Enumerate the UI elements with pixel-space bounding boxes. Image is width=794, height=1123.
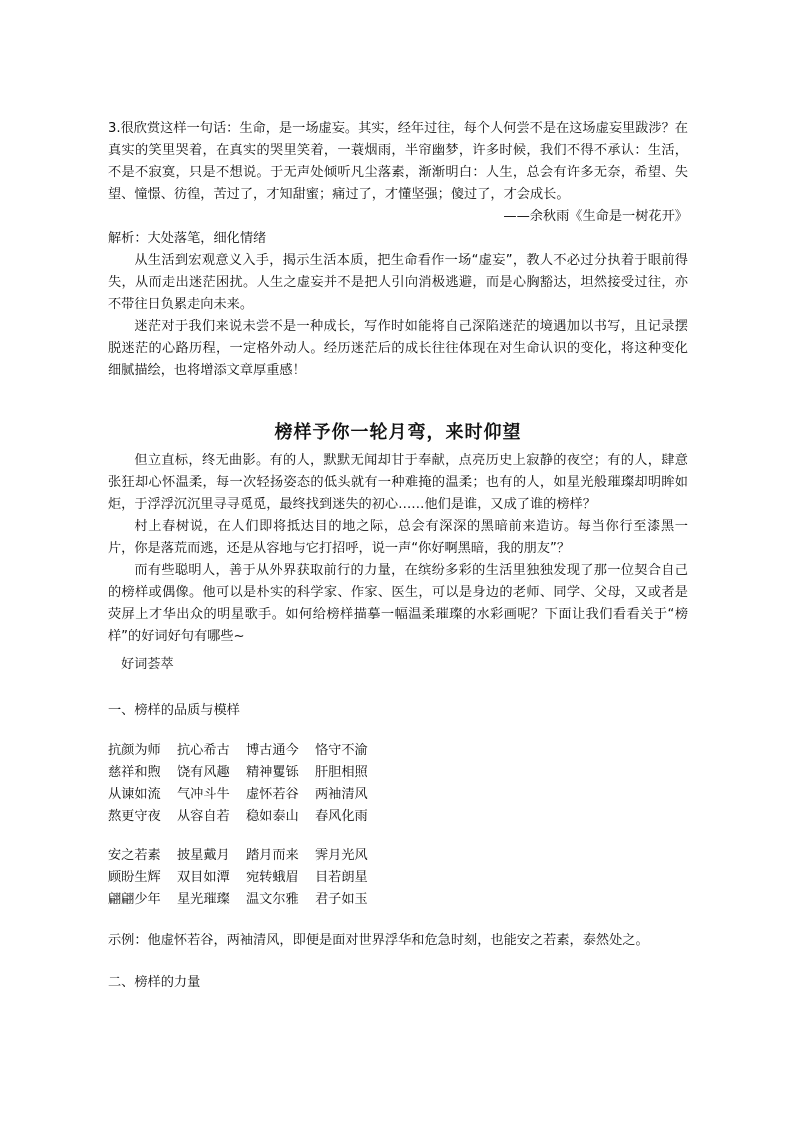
word-row [108,867,384,889]
word: 慈祥和煦 [108,765,161,780]
body-paragraph: 村上春树说，在人们即将抵达目的地之际，总会有深深的黑暗前来造访。每当你行至漆黑一片，你是落荒而逃，还是从容地与它打招呼，说一声“你好啊黑暗，我的朋友”？ [108,519,688,556]
word: 恪守不渝 [315,743,368,758]
word: 饶有风趣 [177,765,230,780]
section-heading: 二、榜样的力量 [108,975,201,990]
word-row [108,806,384,828]
word: 从谏如流 [108,787,161,802]
word: 顾盼生辉 [108,870,161,885]
word: 披星戴月 [177,848,230,863]
word: 从容自若 [177,809,230,824]
analysis-paragraph: 从生活到宏观意义入手，揭示生活本质，把生命看作一场“虚妄”，教人不必过分执着于眼前得失，从而走出迷茫困扰。人生之虚妄并不是把人引向消极逃避，而是心胸豁达，坦然接受过往，亦不带往日负累走向未来。 [108,253,688,312]
word-group-2 [108,845,384,911]
word-row [108,740,384,762]
quote-source: ——余秋雨《生命是一树花开》 [503,209,688,224]
word: 宛转蛾眉 [246,870,299,885]
word-row [108,845,384,867]
word: 温文尔雅 [246,892,299,907]
word: 虚怀若谷 [246,787,299,802]
word: 星光璀璨 [177,892,230,907]
example-sentence: 示例：他虚怀若谷，两袖清风，即便是面对世界浮华和危急时刻，也能安之若素，泰然处之。 [108,933,649,948]
word: 春风化雨 [315,809,368,824]
word: 稳如泰山 [246,809,299,824]
word: 翩翩少年 [108,892,161,907]
word: 君子如玉 [315,892,368,907]
article-title: 榜样予你一轮月弯，来时仰望 [274,422,522,443]
word: 熬更守夜 [108,809,161,824]
word: 抗颜为师 [108,743,161,758]
word: 踏月而来 [246,848,299,863]
body-paragraph: 但立直标，终无曲影。有的人，默默无闻却甘于奉献，点亮历史上寂静的夜空；有的人，肆意张狂却心怀温柔，每一次轻扬姿态的低头就有一种难掩的温柔；也有的人，如星光般璀璨却明眸如炬，于浮浮沉沉里寻寻觅觅，最终找到迷失的初心……他们是谁，又成了谁的榜样？ [108,453,688,512]
quote-section [108,118,688,382]
word: 霁月光风 [315,848,368,863]
word-row [108,889,384,911]
word: 安之若素 [108,848,161,863]
word: 双目如潭 [177,870,230,885]
body-paragraph: 而有些聪明人，善于从外界获取前行的力量，在缤纷多彩的生活里独独发现了那一位契合自己的榜样或偶像。他可以是朴实的科学家、作家、医生，可以是身边的老师、同学、父母，又或者是荧屏上才华出众的明星歌手。如何给榜样描摹一幅温柔璀璨的水彩画呢？下面让我们看看关于“榜样”的好词好句有哪些~ [108,563,689,644]
word: 精神矍铄 [246,765,299,780]
word: 肝胆相照 [315,765,368,780]
good-words-label: 好词荟萃 [121,657,174,672]
analysis-label: 解析：大处落笔，细化情绪 [108,231,267,246]
word-row [108,762,384,784]
quote-paragraph: 3.很欣赏这样一句话：生命，是一场虚妄。其实，经年过往，每个人何尝不是在这场虚妄里跋涉？在真实的笑里哭着，在真实的哭里笑着，一蓑烟雨，半帘幽梦，许多时候，我们不得不承认：生活，不是不寂寞，只是不想说。于无声处倾听凡尘落素，渐渐明白：人生，总会有许多无奈，希望、失望、憧憬、彷徨，苦过了，才知甜蜜；痛过了，才懂坚强；傻过了，才会成长。 [108,121,688,202]
word-row [108,784,384,806]
word: 博古通今 [246,743,299,758]
word-group-1 [108,740,384,828]
article-body [108,450,688,648]
word: 气冲斗牛 [177,787,230,802]
section-heading: 一、榜样的品质与模样 [108,703,240,718]
analysis-paragraph: 迷茫对于我们来说未尝不是一种成长，写作时如能将自己深陷迷茫的境遇加以书写，且记录摆脱迷茫的心路历程，一定格外动人。经历迷茫后的成长往往体现在对生命认识的变化，将这种变化细腻描绘，也将增添文章厚重感！ [108,319,688,378]
word: 抗心希古 [177,743,230,758]
word: 目若朗星 [315,870,368,885]
word: 两袖清风 [315,787,368,802]
